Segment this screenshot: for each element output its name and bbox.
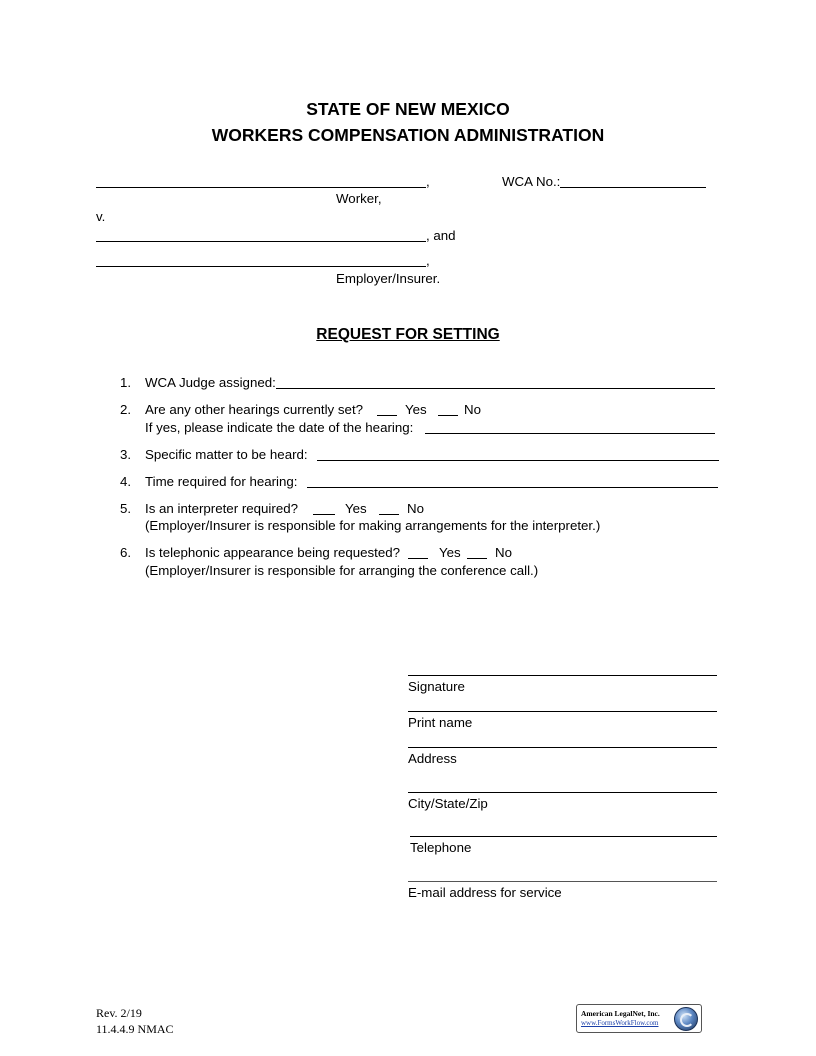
- item-text-3: Specific matter to be heard:: [145, 447, 308, 462]
- form-heading: REQUEST FOR SETTING: [316, 326, 500, 343]
- city-state-zip-label: City/State/Zip: [408, 796, 488, 811]
- globe-icon: [674, 1007, 698, 1031]
- wca-no-line[interactable]: [560, 187, 706, 188]
- item-note-5: (Employer/Insurer is responsible for making arrangements for the interpreter.): [145, 518, 601, 533]
- time-required-line[interactable]: [307, 487, 718, 488]
- employer-comma: ,: [426, 253, 430, 268]
- print-name-line[interactable]: [408, 711, 717, 712]
- party-name-line[interactable]: [96, 241, 426, 242]
- hearings-no-blank[interactable]: [438, 415, 458, 416]
- employer-name-line[interactable]: [96, 266, 426, 267]
- american-legalnet-logo[interactable]: [576, 1004, 702, 1033]
- signature-line[interactable]: [408, 675, 717, 676]
- hearings-no-label: No: [464, 402, 481, 417]
- worker-label: Worker,: [336, 191, 382, 206]
- interpreter-yes-label: Yes: [345, 501, 367, 516]
- hearings-yes-label: Yes: [405, 402, 427, 417]
- item-note-6: (Employer/Insurer is responsible for arranging the conference call.): [145, 563, 539, 578]
- page-title-line1: STATE OF NEW MEXICO: [306, 99, 510, 119]
- item-number-6: 6.: [120, 545, 132, 560]
- telephonic-yes-label: Yes: [439, 545, 461, 560]
- item-number-1: 1.: [120, 375, 132, 390]
- specific-matter-line[interactable]: [317, 460, 719, 461]
- hearing-date-line[interactable]: [425, 433, 715, 434]
- telephonic-no-label: No: [495, 545, 512, 560]
- city-state-zip-line[interactable]: [408, 792, 717, 793]
- item-number-4: 4.: [120, 474, 132, 489]
- interpreter-no-blank[interactable]: [379, 514, 399, 515]
- item-text-1: WCA Judge assigned:: [145, 375, 276, 390]
- item-number-5: 5.: [120, 501, 132, 516]
- worker-name-line[interactable]: [96, 187, 426, 188]
- page-title-line2: WORKERS COMPENSATION ADMINISTRATION: [211, 125, 605, 145]
- interpreter-no-label: No: [407, 501, 424, 516]
- address-line[interactable]: [408, 747, 717, 748]
- print-name-label: Print name: [408, 715, 473, 730]
- employer-label: Employer/Insurer.: [336, 271, 441, 286]
- email-line[interactable]: [408, 881, 717, 882]
- rule-label: 11.4.4.9 NMAC: [96, 1022, 174, 1036]
- judge-assigned-line[interactable]: [276, 388, 715, 389]
- logo-url[interactable]: www.FormsWorkFlow.com: [581, 1019, 659, 1027]
- versus-label: v.: [96, 209, 106, 224]
- telephone-line[interactable]: [410, 836, 717, 837]
- item-subtext-2: If yes, please indicate the date of the hearing:: [145, 420, 414, 435]
- item-number-2: 2.: [120, 402, 132, 417]
- email-label: E-mail address for service: [408, 885, 562, 900]
- item-text-5: Is an interpreter required?: [145, 501, 298, 516]
- revision-label: Rev. 2/19: [96, 1006, 142, 1020]
- telephone-label: Telephone: [410, 840, 472, 855]
- interpreter-yes-blank[interactable]: [313, 514, 335, 515]
- telephonic-yes-blank[interactable]: [408, 558, 428, 559]
- telephonic-no-blank[interactable]: [467, 558, 487, 559]
- wca-no-label: WCA No.:: [502, 174, 561, 189]
- worker-comma: ,: [426, 174, 430, 189]
- item-number-3: 3.: [120, 447, 132, 462]
- item-text-4: Time required for hearing:: [145, 474, 298, 489]
- signature-label: Signature: [408, 679, 465, 694]
- item-text-2: Are any other hearings currently set?: [145, 402, 364, 417]
- hearings-yes-blank[interactable]: [377, 415, 397, 416]
- logo-company-name: American LegalNet, Inc.: [581, 1009, 660, 1018]
- and-label: , and: [426, 228, 456, 243]
- address-label: Address: [408, 751, 457, 766]
- item-text-6: Is telephonic appearance being requested?: [145, 545, 401, 560]
